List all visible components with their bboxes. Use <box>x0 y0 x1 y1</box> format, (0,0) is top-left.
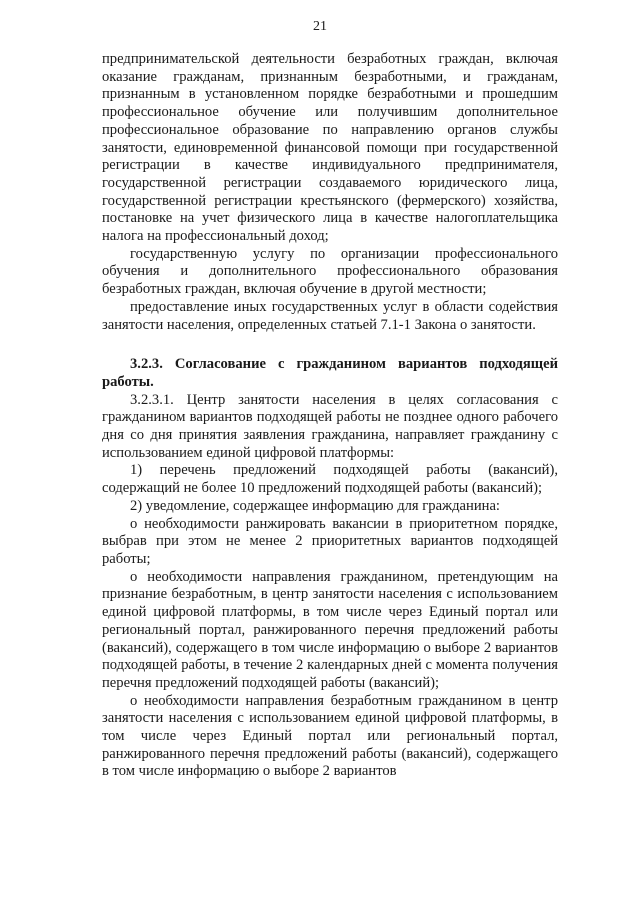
notice-item-send-ranked-list: о необходимости направления гражданином, претендующим на признание безработным, в центр занятости населения с использованием единой цифровой платформы, в том числе через Единый портал или региональный портал, ранжированного перечня предложений работы (вакансий), содержащего в том числе информацию о выборе 2 вариантов подходящей работы, в течение 2 календарных дней с момента получения перечня предложений подходящей работы (вакансий); <box>102 568 558 691</box>
paragraph-continuation: предпринимательской деятельности безработных граждан, включая оказание гражданам, признанным безработными, и гражданам, признанным в установленном порядке безработными и прошедшим профессиональное обучение или получившим дополнительное профессиональное образование по направлению органов службы занятости, единовременной финансовой помощи при государственной регистрации в качестве индивидуального предпринимателя, государственной регистрации создаваемого юридического лица, государственной регистрации крестьянского (фермерского) хозяйства, постановке на учет физического лица в качестве налогоплательщика налога на профессиональный доход; <box>102 51 558 245</box>
document-body <box>102 51 558 781</box>
notice-item-unemployed-send: о необходимости направления безработным гражданином в центр занятости населения с использованием единой цифровой платформы, в том числе через Единый портал или региональный портал, ранжированного перечня предложений работы (вакансий), содержащего в том числе информацию о выборе 2 вариантов <box>102 692 558 780</box>
paragraph-training-service: государственную услугу по организации профессионального обучения и дополнительного профессионального образования безработных граждан, включая обучение в другой местности; <box>102 245 558 298</box>
paragraph-other-services: предоставление иных государственных услуг в области содействия занятости населения, определенных статьей 7.1-1 Закона о занятости. <box>102 298 558 333</box>
page-number: 21 <box>313 19 327 34</box>
paragraph-3-2-3-1: 3.2.3.1. Центр занятости населения в целях согласования с гражданином вариантов подходящей работы не позднее одного рабочего дня со дня принятия заявления гражданина, направляет гражданину с использованием единой цифровой платформы: <box>102 391 558 461</box>
list-item-2: 2) уведомление, содержащее информацию для гражданина: <box>130 497 500 514</box>
notice-item-rank-vacancies: о необходимости ранжировать вакансии в приоритетном порядке, выбрав при этом не менее 2 приоритетных вариантов подходящей работы; <box>102 515 558 567</box>
section-spacer <box>102 334 558 356</box>
list-item-1: 1) перечень предложений подходящей работы (вакансий), содержащий не более 10 предложений подходящей работы (вакансий); <box>102 462 558 497</box>
section-heading-3-2-3: 3.2.3. Согласование с гражданином вариантов подходящей работы. <box>102 356 558 390</box>
